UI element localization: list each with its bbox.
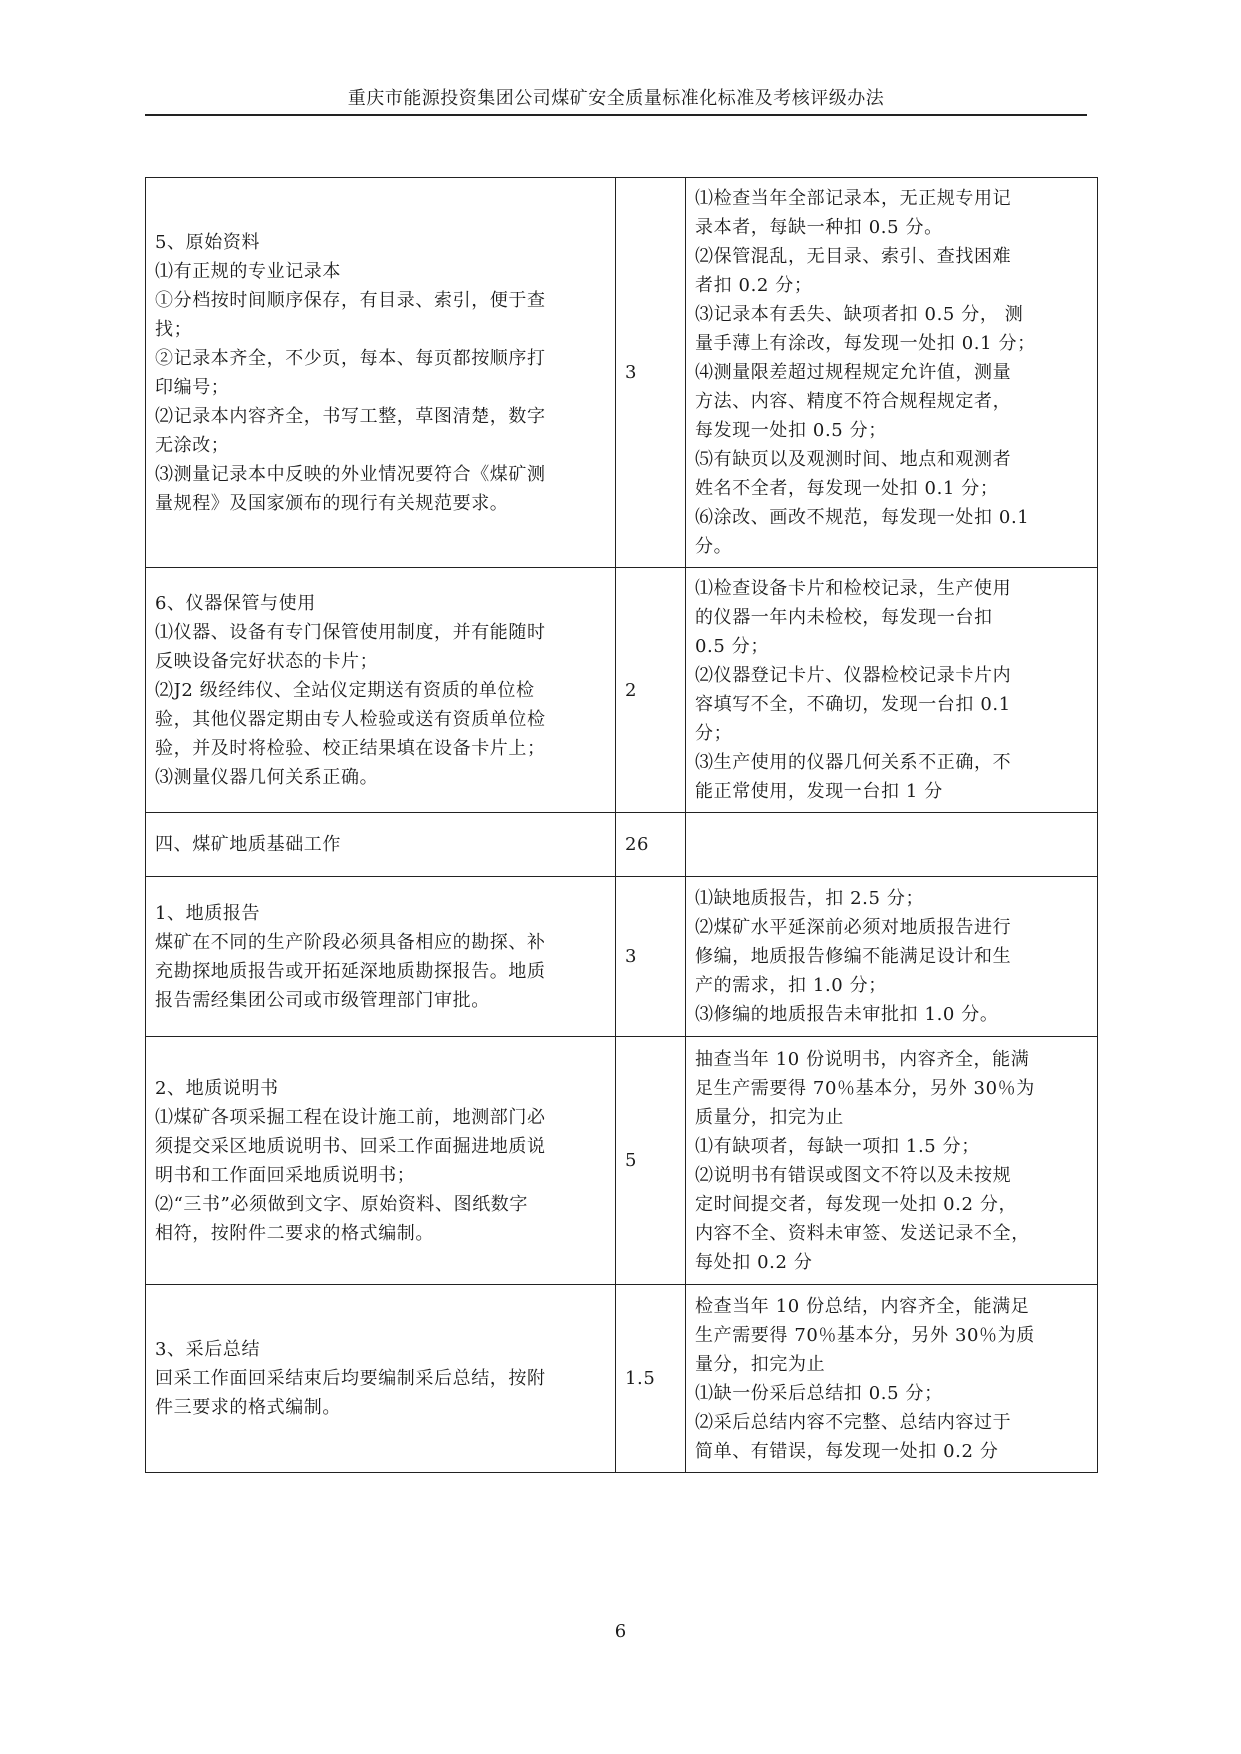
criteria-line: 容填写不全，不确切，发现一台扣 0.1: [695, 694, 1011, 715]
criteria-line: 修编，地质报告修编不能满足设计和生: [695, 946, 1012, 967]
content-line: 明书和工作面回采地质说明书；: [155, 1164, 416, 1186]
criteria-line: 定时间提交者，每发现一处扣 0.2 分，: [695, 1193, 1018, 1215]
criteria-line: 姓名不全者，每发现一处扣 0.1 分；: [695, 478, 999, 499]
content-line: 相符，按附件二要求的格式编制。: [155, 1222, 434, 1244]
criteria-line: ⑶记录本有丢失、缺项者扣 0.5 分， 测: [695, 304, 1024, 325]
table-row: [146, 178, 1098, 568]
content-line: ⑵J2 级经纬仪、全站仪定期送有资质的单位检: [155, 679, 535, 701]
criteria-cell: [686, 178, 1098, 568]
score-cell: 26: [616, 813, 686, 877]
criteria-line: 分；: [695, 723, 733, 744]
score-cell: 2: [616, 568, 686, 813]
section-heading: 四、煤矿地质基础工作: [155, 834, 341, 855]
criteria-line: ⑶修编的地质报告未审批扣 1.0 分。: [695, 1004, 999, 1025]
content-line: ⑴煤矿各项采掘工程在设计施工前，地测部门必: [155, 1106, 546, 1128]
criteria-line: ⑷测量限差超过规程规定允许值，测量: [695, 362, 1012, 383]
content-line: 找；: [155, 318, 193, 340]
criteria-line: 量手薄上有涂改，每发现一处扣 0.1 分；: [695, 333, 1036, 354]
table-row: [146, 568, 1098, 813]
standards-table: [145, 177, 1098, 1473]
table-row: [146, 1037, 1098, 1285]
page-number: 6: [614, 1621, 627, 1642]
criteria-line: 的仪器一年内未检校，每发现一台扣: [695, 607, 993, 628]
table-row: [146, 813, 1098, 877]
content-line: ⑶测量仪器几何关系正确。: [155, 766, 379, 788]
criteria-cell: [686, 568, 1098, 813]
content-line: 1、地质报告: [155, 902, 261, 924]
content-line: ②记录本齐全，不少页，每本、每页都按顺序打: [155, 347, 546, 369]
content-line: 印编号；: [155, 376, 230, 398]
criteria-line: 者扣 0.2 分；: [695, 275, 813, 296]
criteria-line: 检查当年 10 份总结，内容齐全，能满足: [695, 1295, 1030, 1317]
content-line: 3、采后总结: [155, 1339, 261, 1360]
criteria-line: ⑶生产使用的仪器几何关系不正确，不: [695, 752, 1012, 773]
score-cell: 3: [616, 178, 686, 568]
table-row: [146, 1285, 1098, 1473]
content-line: 无涂改；: [155, 434, 230, 456]
criteria-cell: [686, 877, 1098, 1037]
content-line: 充勘探地质报告或开拓延深地质勘探报告。地质: [155, 960, 546, 982]
criteria-line: 每处扣 0.2 分: [695, 1251, 813, 1273]
criteria-line: ⑵仪器登记卡片、仪器检校记录卡片内: [695, 665, 1012, 686]
criteria-line: 录本者，每缺一种扣 0.5 分。: [695, 217, 943, 238]
content-line: 验，其他仪器定期由专人检验或送有资质单位检: [155, 708, 546, 730]
criteria-line: 能正常使用，发现一台扣 1 分: [695, 781, 943, 802]
header-divider: [145, 114, 1087, 116]
content-line: 6、仪器保管与使用: [155, 592, 316, 614]
criteria-line: 质量分，扣完为止: [695, 1106, 844, 1128]
criteria-line: ⑴有缺项者，每缺一项扣 1.5 分；: [695, 1135, 980, 1157]
score-cell: 5: [616, 1037, 686, 1285]
criteria-cell: [686, 1285, 1098, 1473]
score-cell: 3: [616, 877, 686, 1037]
content-cell: [146, 568, 616, 813]
content-line: 2、地质说明书: [155, 1077, 279, 1099]
criteria-line: 生产需要得 70％基本分，另外 30％为质: [695, 1324, 1035, 1346]
content-line: 量规程》及国家颁布的现行有关规范要求。: [155, 492, 509, 514]
criteria-line: 分。: [695, 536, 733, 557]
content-cell: [146, 178, 616, 568]
content-line: 验，并及时将检验、校正结果填在设备卡片上；: [155, 737, 546, 759]
criteria-cell: [686, 1037, 1098, 1285]
criteria-line: ⑵保管混乱，无目录、索引、查找困难: [695, 246, 1012, 267]
criteria-line: ⑴检查当年全部记录本，无正规专用记: [695, 188, 1012, 209]
content-line: 回采工作面回采结束后均要编制采后总结，按附: [155, 1368, 546, 1389]
content-line: 件三要求的格式编制。: [155, 1397, 341, 1418]
criteria-line: ⑵煤矿水平延深前必须对地质报告进行: [695, 917, 1012, 938]
content-line: ⑵“三书”必须做到文字、原始资料、图纸数字: [155, 1193, 529, 1215]
content-line: ⑶测量记录本中反映的外业情况要符合《煤矿测: [155, 463, 546, 485]
criteria-line: 抽查当年 10 份说明书，内容齐全，能满: [695, 1048, 1030, 1070]
content-line: ⑵记录本内容齐全，书写工整，草图清楚，数字: [155, 405, 546, 427]
criteria-line: ⑵说明书有错误或图文不符以及未按规: [695, 1164, 1012, 1186]
content-line: 报告需经集团公司或市级管理部门审批。: [155, 989, 490, 1011]
criteria-line: 0.5 分；: [695, 636, 769, 657]
criteria-line: ⑸有缺页以及观测时间、地点和观测者: [695, 449, 1012, 470]
content-cell: [146, 1037, 616, 1285]
criteria-line: ⑴缺地质报告，扣 2.5 分；: [695, 888, 925, 909]
criteria-line: 方法、内容、精度不符合规程规定者，: [695, 391, 1012, 412]
criteria-line: 量分，扣完为止: [695, 1353, 826, 1375]
content-line: ⑴有正规的专业记录本: [155, 260, 341, 282]
content-line: 反映设备完好状态的卡片；: [155, 650, 379, 672]
criteria-line: 简单、有错误，每发现一处扣 0.2 分: [695, 1440, 999, 1462]
content-cell: [146, 1285, 616, 1473]
criteria-line: ⑴缺一份采后总结扣 0.5 分；: [695, 1382, 943, 1404]
criteria-line: 内容不全、资料未审签、发送记录不全，: [695, 1222, 1030, 1244]
criteria-line: 每发现一处扣 0.5 分；: [695, 420, 887, 441]
content-line: ①分档按时间顺序保存，有目录、索引，便于查: [155, 289, 546, 311]
standards-table-container: [145, 177, 1097, 1473]
content-cell: [146, 877, 616, 1037]
content-line: 煤矿在不同的生产阶段必须具备相应的勘探、补: [155, 931, 546, 953]
criteria-cell: [686, 813, 1098, 877]
criteria-line: ⑵采后总结内容不完整、总结内容过于: [695, 1411, 1012, 1433]
section-heading-cell: [146, 813, 616, 877]
criteria-line: ⑹涂改、画改不规范，每发现一处扣 0.1: [695, 507, 1030, 528]
content-line: 5、原始资料: [155, 231, 261, 253]
score-cell: 1.5: [616, 1285, 686, 1473]
document-header-title: 重庆市能源投资集团公司煤矿安全质量标准化标准及考核评级办法: [347, 88, 885, 109]
criteria-line: 产的需求，扣 1.0 分；: [695, 975, 887, 996]
criteria-line: 足生产需要得 70％基本分，另外 30％为: [695, 1077, 1035, 1099]
table-row: [146, 877, 1098, 1037]
criteria-line: ⑴检查设备卡片和检校记录，生产使用: [695, 578, 1012, 599]
content-line: 须提交采区地质说明书、回采工作面掘进地质说: [155, 1135, 546, 1157]
content-line: ⑴仪器、设备有专门保管使用制度，并有能随时: [155, 621, 546, 643]
